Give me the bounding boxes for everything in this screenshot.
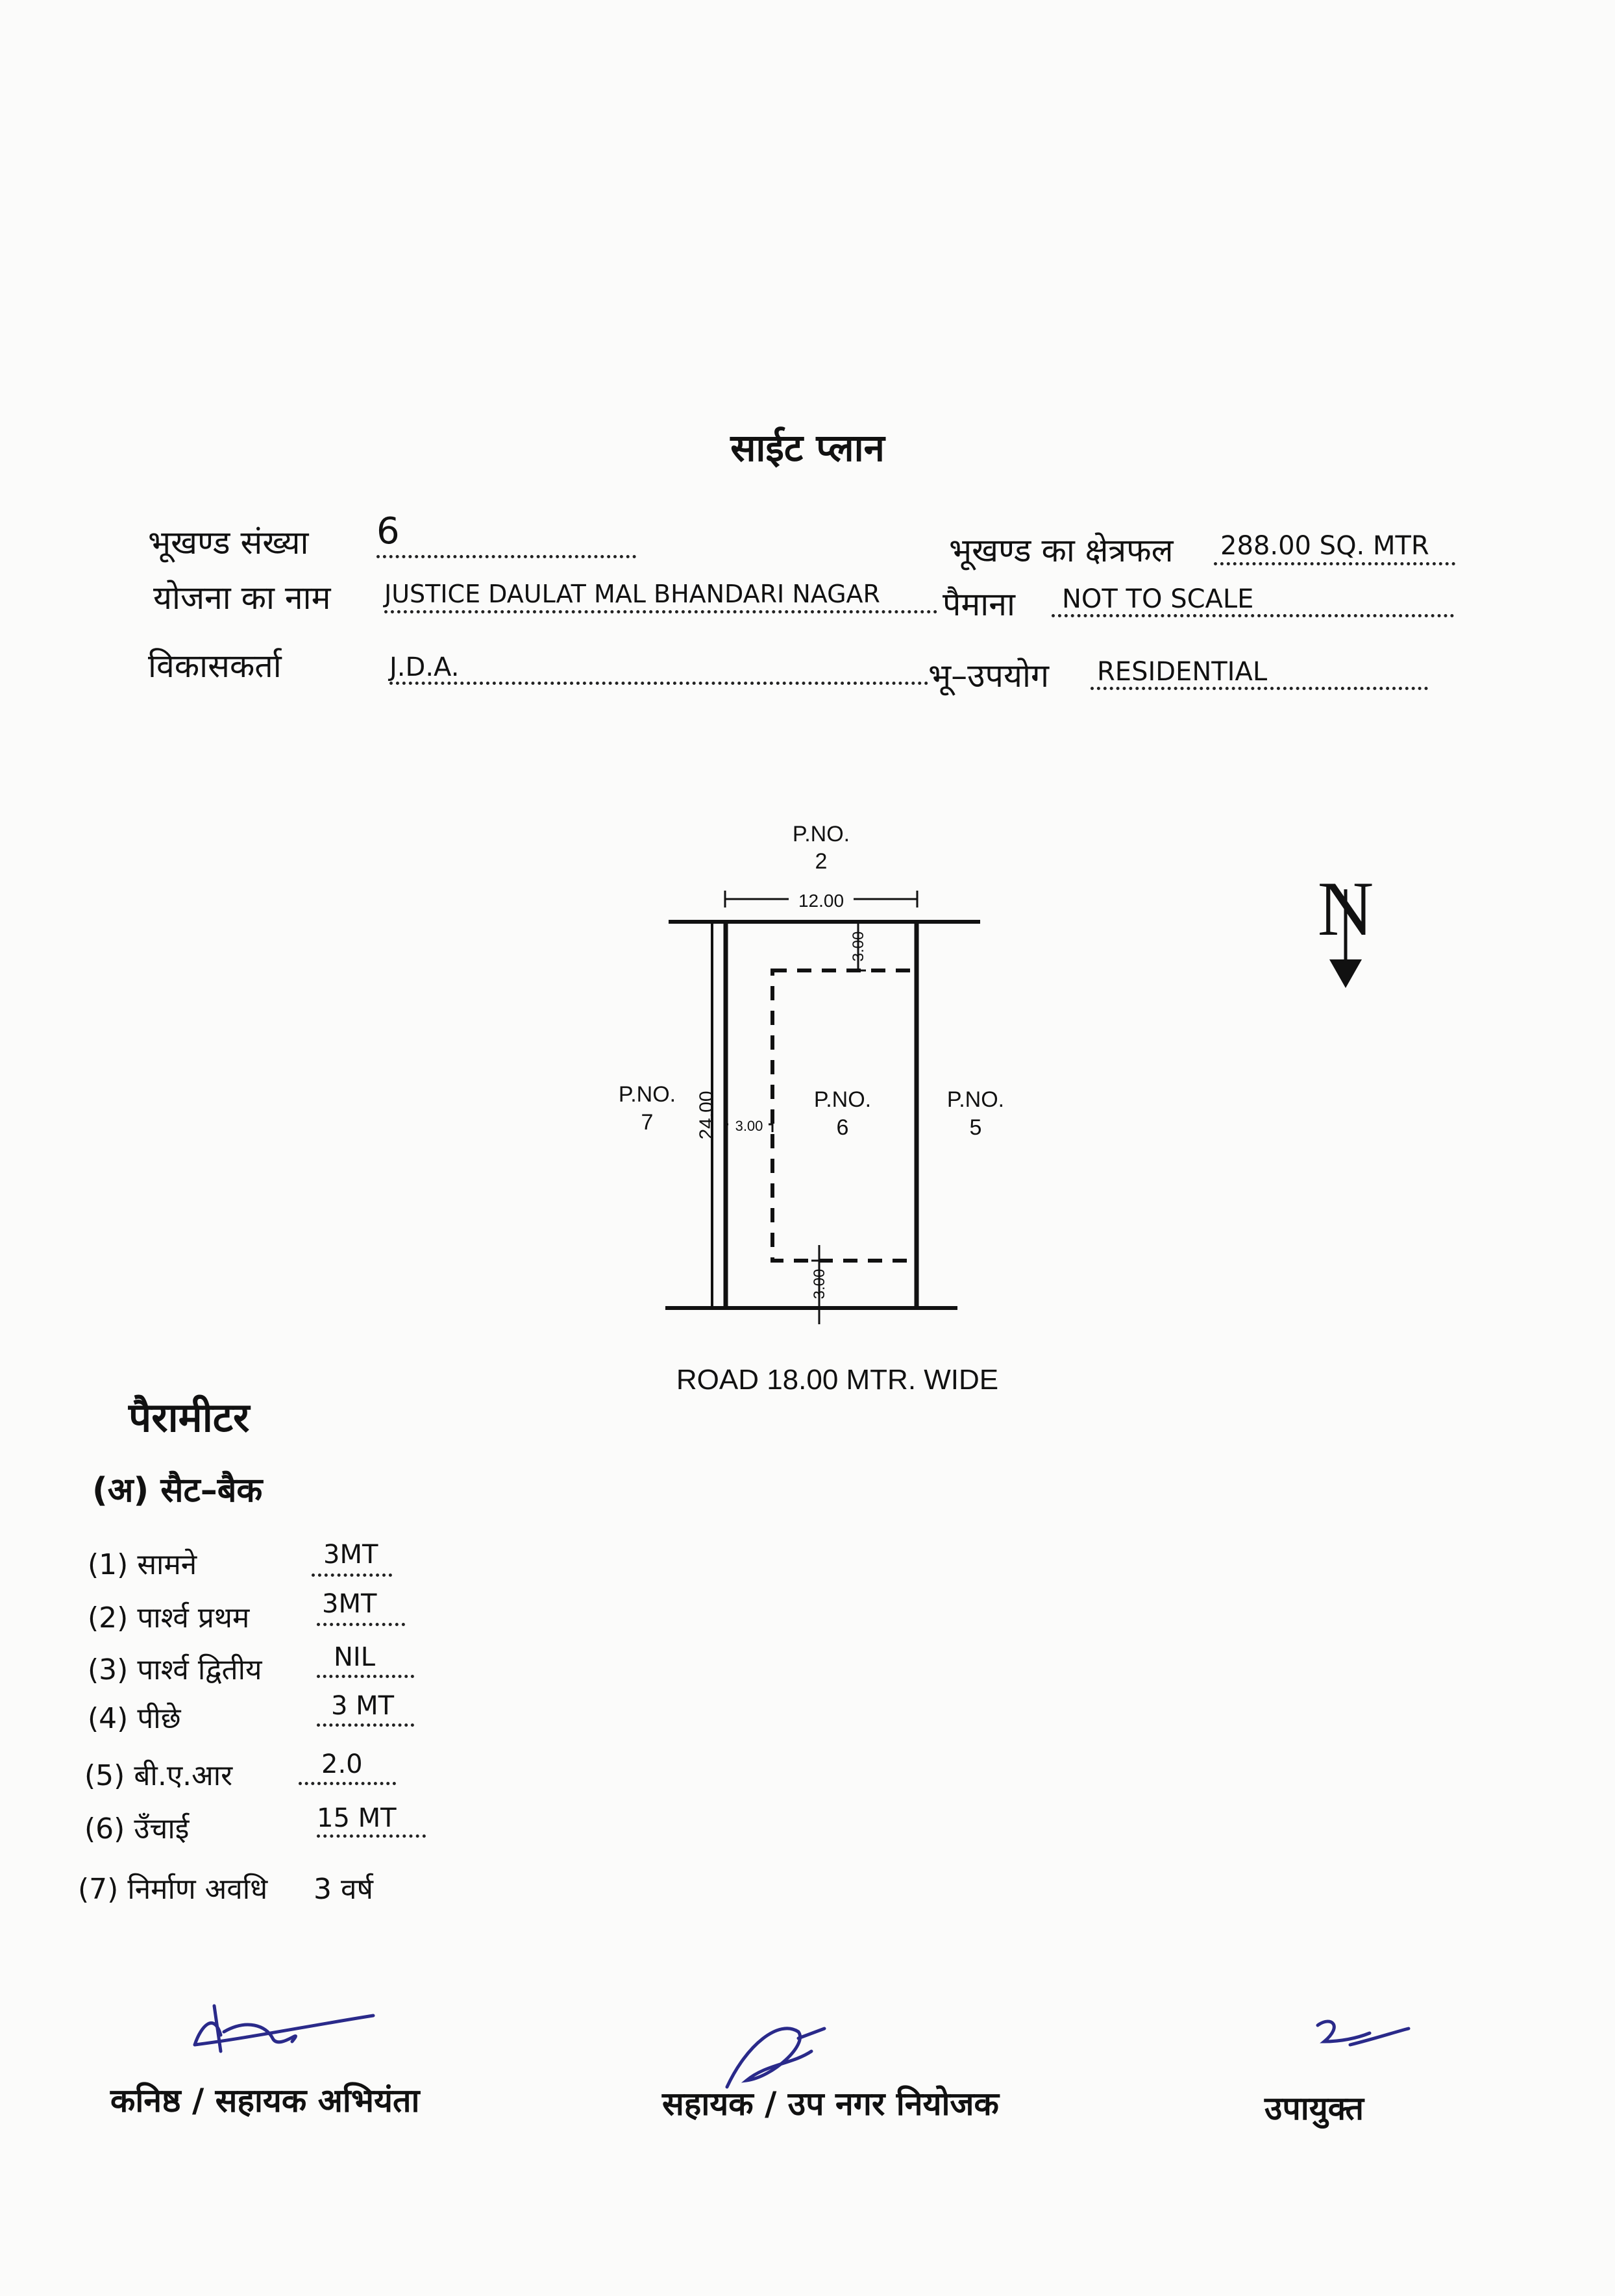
developer-value: J.D.A. bbox=[389, 652, 460, 682]
page-title: साईट प्लान bbox=[730, 426, 885, 470]
scheme-name-value: JUSTICE DAULAT MAL BHANDARI NAGAR bbox=[384, 580, 880, 608]
width-dimension-text: 12.00 bbox=[798, 891, 844, 911]
param-label-front: (1) सामने bbox=[88, 1548, 197, 1581]
west-plot-label-1: P.NO. bbox=[618, 1082, 676, 1107]
param-label-period: (7) निर्माण अवधि bbox=[78, 1873, 268, 1906]
signature-middle bbox=[727, 2029, 824, 2087]
param-label-height: (6) उँचाई bbox=[84, 1812, 190, 1845]
top-setback-text: 3.00 bbox=[850, 931, 867, 962]
param-label-side2: (3) पार्श्व द्वितीय bbox=[88, 1653, 262, 1686]
length-dimension-text: 24.00 bbox=[696, 1091, 717, 1140]
param-value-side2: NIL bbox=[334, 1642, 376, 1672]
center-plot-label-1: P.NO. bbox=[813, 1087, 872, 1112]
bottom-setback-text: 3.00 bbox=[811, 1268, 828, 1300]
signature-left bbox=[195, 2006, 373, 2051]
param-label-far: (5) बी.ए.आर bbox=[84, 1759, 233, 1792]
land-use-label: भू–उपयोग bbox=[928, 657, 1050, 695]
side-setback-text: 3.00 bbox=[735, 1118, 763, 1134]
scale-label: पैमाना bbox=[943, 586, 1015, 623]
plot-area-value: 288.00 SQ. MTR bbox=[1220, 531, 1429, 561]
land-use-value: RESIDENTIAL bbox=[1097, 657, 1268, 687]
plot-number-value: 6 bbox=[376, 510, 400, 552]
road-label: ROAD 18.00 MTR. WIDE bbox=[676, 1364, 999, 1396]
north-plot-label-2: 2 bbox=[815, 849, 828, 874]
param-value-far: 2.0 bbox=[321, 1749, 363, 1779]
param-value-period: 3 वर्ष bbox=[314, 1873, 373, 1906]
center-plot-label-2: 6 bbox=[836, 1115, 849, 1140]
developer-label: विकासकर्ता bbox=[148, 647, 282, 685]
west-plot-label-2: 7 bbox=[641, 1110, 654, 1135]
east-plot-label-2: 5 bbox=[969, 1115, 982, 1140]
signature-label-deputy-commissioner: उपायुक्त bbox=[1264, 2090, 1364, 2127]
plot-number-label: भूखण्ड संख्या bbox=[148, 524, 309, 562]
signature-label-junior-engineer: कनिष्ठ / सहायक अभियंता bbox=[110, 2082, 420, 2119]
param-value-rear: 3 MT bbox=[331, 1691, 395, 1721]
setback-subheading: (अ) सैट–बैक bbox=[92, 1471, 263, 1510]
parameters-heading: पैरामीटर bbox=[129, 1394, 250, 1441]
scale-value: NOT TO SCALE bbox=[1062, 584, 1254, 614]
signature-label-town-planner: सहायक / उप नगर नियोजक bbox=[662, 2085, 999, 2123]
param-label-rear: (4) पीछे bbox=[88, 1702, 181, 1735]
param-value-front: 3MT bbox=[323, 1540, 378, 1570]
param-value-side1: 3MT bbox=[322, 1589, 377, 1619]
param-value-height: 15 MT bbox=[317, 1803, 397, 1833]
signature-right bbox=[1318, 2021, 1409, 2045]
scheme-name-label: योजना का नाम bbox=[153, 579, 331, 617]
east-plot-label-1: P.NO. bbox=[946, 1087, 1005, 1112]
north-plot-label-1: P.NO. bbox=[792, 822, 850, 846]
north-letter: N bbox=[1317, 865, 1374, 952]
param-label-side1: (2) पार्श्व प्रथम bbox=[88, 1601, 250, 1635]
plot-area-label: भूखण्ड का क्षेत्रफल bbox=[949, 532, 1174, 569]
